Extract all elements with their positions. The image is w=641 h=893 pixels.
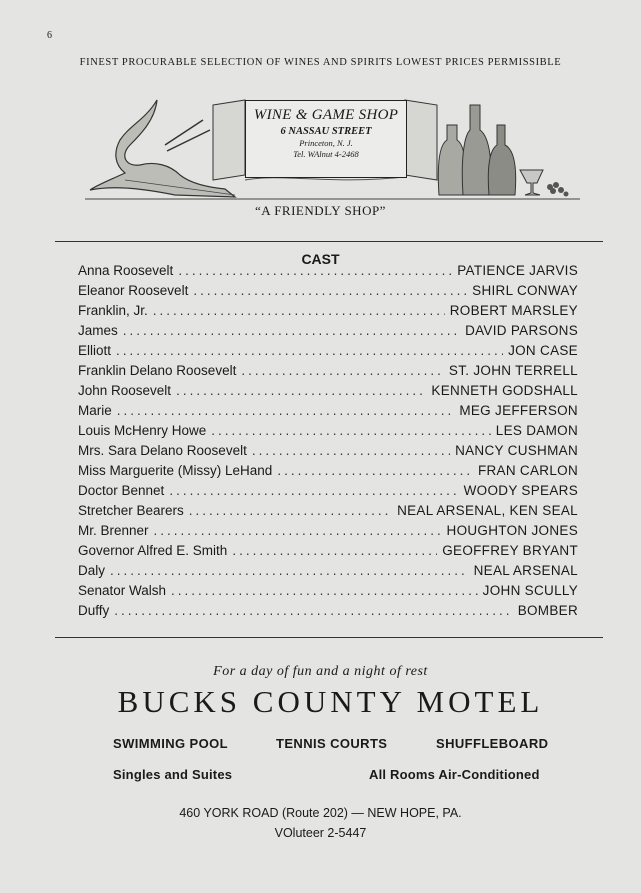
leader-dots (110, 563, 469, 578)
cast-actor: JOHN SCULLY (482, 583, 578, 598)
cast-actor: KENNETH GODSHALL (431, 383, 578, 398)
cast-role: Duffy (78, 603, 110, 618)
divider-bottom (55, 637, 603, 638)
leader-dots (169, 483, 458, 498)
wine-shop-name: WINE & GAME SHOP (253, 107, 399, 123)
cast-actor: NEAL ARSENAL, KEN SEAL (397, 503, 578, 518)
cast-actor: HOUGHTON JONES (446, 523, 578, 538)
cast-actor: DAVID PARSONS (465, 323, 578, 338)
cast-actor: GEOFFREY BRYANT (442, 543, 578, 558)
feature-swimming-pool: SWIMMING POOL (113, 736, 228, 751)
cast-actor: NEAL ARSENAL (473, 563, 578, 578)
cast-role: James (78, 323, 118, 338)
cast-row (78, 603, 578, 623)
leader-dots (176, 383, 426, 398)
leader-dots (153, 303, 445, 318)
wine-shop-street: 6 NASSAU STREET (280, 126, 372, 137)
feature-shuffleboard: SHUFFLEBOARD (436, 736, 549, 751)
cast-role: Marie (78, 403, 112, 418)
cast-actor: ST. JOHN TERRELL (448, 363, 578, 378)
cast-row (78, 523, 578, 543)
cast-row (78, 503, 578, 523)
cast-role: Franklin, Jr. (78, 303, 148, 318)
cast-actor: BOMBER (517, 603, 578, 618)
wine-ad-banner: FINEST PROCURABLE SELECTION OF WINES AND SPIRITS LOWEST PRICES PERMISSIBLE (79, 57, 562, 68)
motel-name: BUCKS COUNTY MOTEL (117, 684, 544, 719)
motel-tagline: For a day of fun and a night of rest (213, 664, 428, 679)
wine-shop-slogan: “A FRIENDLY SHOP” (255, 203, 386, 218)
cast-row (78, 483, 578, 503)
leader-dots (116, 343, 503, 358)
wine-shop-phone: Tel. WAlnut 4-2468 (293, 149, 359, 159)
cast-row (78, 403, 578, 423)
leader-dots (277, 463, 473, 478)
cast-row (78, 283, 578, 303)
feature-tennis-courts: TENNIS COURTS (276, 736, 388, 751)
leader-dots (178, 263, 452, 278)
cast-role: Doctor Bennet (78, 483, 165, 498)
motel-rooms: Singles and Suites (113, 767, 233, 782)
cast-role: Eleanor Roosevelt (78, 283, 189, 298)
cast-role: Elliott (78, 343, 112, 358)
leader-dots (154, 523, 442, 538)
cast-actor: JON CASE (508, 343, 578, 358)
cast-role: Franklin Delano Roosevelt (78, 363, 237, 378)
leader-dots (171, 583, 478, 598)
leader-dots (241, 363, 444, 378)
cast-row (78, 563, 578, 583)
cast-role: Mrs. Sara Delano Roosevelt (78, 443, 247, 458)
cast-row (78, 263, 578, 283)
cast-row (78, 443, 578, 463)
leader-dots (232, 543, 437, 558)
wine-shop-ad (85, 95, 580, 205)
cast-list (78, 263, 578, 623)
cast-row (78, 383, 578, 403)
leader-dots (189, 503, 392, 518)
cast-row (78, 343, 578, 363)
divider-top (55, 241, 603, 242)
cast-title: CAST (301, 251, 340, 267)
leader-dots (252, 443, 450, 458)
leader-dots (117, 403, 455, 418)
cast-row (78, 583, 578, 603)
cast-role: Daly (78, 563, 106, 578)
cast-actor: PATIENCE JARVIS (457, 263, 578, 278)
cast-role: Louis McHenry Howe (78, 423, 207, 438)
cast-role: Senator Walsh (78, 583, 167, 598)
cast-actor: ROBERT MARSLEY (449, 303, 578, 318)
cast-role: Mr. Brenner (78, 523, 149, 538)
cast-role: Governor Alfred E. Smith (78, 543, 228, 558)
cast-row (78, 323, 578, 343)
motel-air-conditioned: All Rooms Air-Conditioned (369, 767, 540, 782)
cast-role: John Roosevelt (78, 383, 172, 398)
leader-dots (211, 423, 490, 438)
cast-actor: SHIRL CONWAY (472, 283, 578, 298)
cast-actor: FRAN CARLON (477, 463, 578, 478)
cast-row (78, 543, 578, 563)
wine-shop-city: Princeton, N. J. (299, 138, 353, 148)
cast-role: Stretcher Bearers (78, 503, 184, 518)
leader-dots (193, 283, 467, 298)
cast-actor: MEG JEFFERSON (459, 403, 578, 418)
motel-address: 460 YORK ROAD (Route 202) — NEW HOPE, PA. (179, 806, 462, 820)
cast-role: Miss Marguerite (Missy) LeHand (78, 463, 273, 478)
leader-dots (114, 603, 512, 618)
cast-actor: WOODY SPEARS (463, 483, 578, 498)
cast-row (78, 463, 578, 483)
wine-shop-sign (245, 100, 407, 178)
cast-row (78, 423, 578, 443)
motel-phone: VOluteer 2-5447 (274, 826, 367, 840)
cast-role: Anna Roosevelt (78, 263, 174, 278)
cast-row (78, 303, 578, 323)
cast-actor: LES DAMON (495, 423, 578, 438)
page-number: 6 (47, 30, 52, 41)
cast-actor: NANCY CUSHMAN (455, 443, 578, 458)
leader-dots (123, 323, 460, 338)
cast-row (78, 363, 578, 383)
